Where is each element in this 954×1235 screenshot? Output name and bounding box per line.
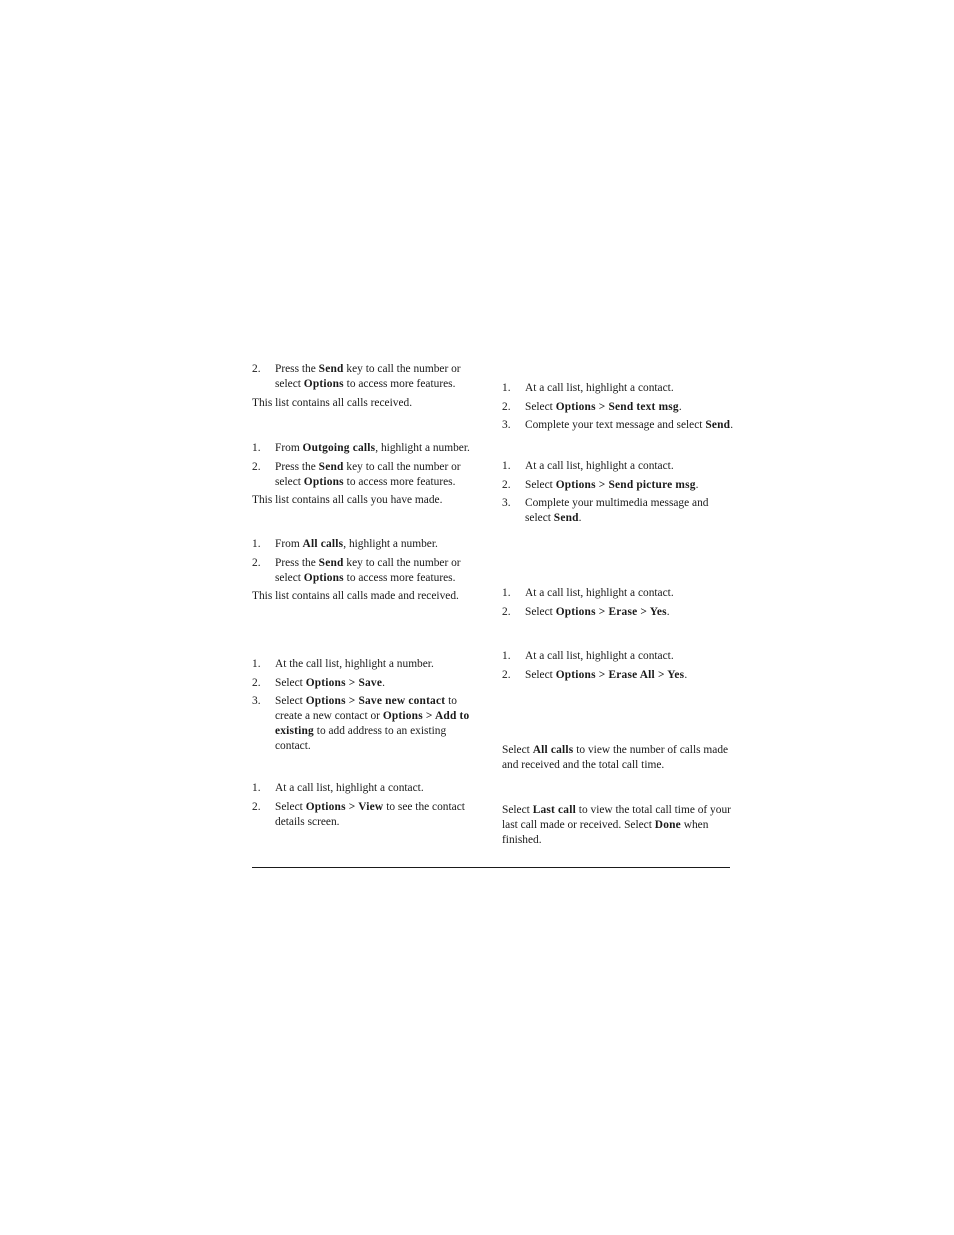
- step-number: 2.: [502, 478, 511, 491]
- step-text: [525, 650, 674, 662]
- list-item: [252, 556, 484, 586]
- step-number: 1.: [502, 587, 511, 599]
- last-call-timer-text: [502, 803, 734, 848]
- text-run: .: [666, 605, 670, 618]
- step-number: 2.: [252, 800, 261, 813]
- text-run: when finished.: [502, 819, 709, 846]
- ui-term: Options > View: [305, 800, 384, 813]
- text-run: key to call the number or select: [275, 556, 461, 584]
- list-item: [252, 460, 484, 490]
- step-number: 2.: [502, 605, 511, 618]
- footer-rule: [252, 867, 730, 868]
- ui-term: Last call: [532, 804, 576, 816]
- text-run: At the call list, highlight a number.: [275, 658, 434, 670]
- list-item: [252, 676, 484, 691]
- list-item: [502, 649, 734, 664]
- text-run: to access more features.: [343, 475, 456, 488]
- step-text: [525, 606, 670, 618]
- step-text: [525, 497, 708, 524]
- ui-term: Options > Erase All > Yes: [555, 668, 685, 681]
- step-number: 1.: [252, 538, 261, 550]
- list-item: [502, 459, 734, 474]
- text-run: .: [382, 676, 385, 689]
- text-run: , highlight a number.: [375, 442, 470, 454]
- steps-send-picture-msg: [502, 459, 734, 530]
- ui-term: Options > Send picture msg: [555, 478, 696, 491]
- ui-term: Options: [303, 571, 344, 584]
- ui-term: Done: [654, 819, 681, 831]
- text-run: Select: [502, 744, 533, 756]
- step-number: 3.: [502, 497, 511, 509]
- step-number: 2.: [252, 676, 261, 689]
- steps-send-text-msg: [502, 381, 734, 437]
- step-text: [525, 419, 733, 431]
- outgoing-calls-description: This list contains all calls you have made.: [252, 494, 443, 506]
- text-run: .: [684, 668, 688, 681]
- step-text: [275, 658, 434, 670]
- text-run: At a call list, highlight a contact.: [275, 782, 424, 794]
- step-number: 1.: [252, 442, 261, 454]
- all-calls-description: This list contains all calls made and received.: [252, 590, 459, 602]
- list-item: [252, 441, 484, 456]
- text-run: At a call list, highlight a contact.: [525, 650, 674, 662]
- ui-term: Send: [553, 512, 579, 524]
- ui-term: Options > Add to existing: [275, 710, 470, 737]
- list-item: [502, 605, 734, 620]
- text-run: At a call list, highlight a contact.: [525, 587, 674, 599]
- step-number: 2.: [502, 400, 511, 413]
- text-run: .: [678, 400, 682, 413]
- step-number: 2.: [502, 668, 511, 681]
- text-run: .: [695, 478, 699, 491]
- text-run: key to call the number or select: [275, 460, 461, 488]
- step-text: [275, 695, 469, 752]
- text-run: At a call list, highlight a contact.: [525, 382, 674, 394]
- text-run: Select: [525, 478, 556, 491]
- steps-outgoing-calls: [252, 441, 484, 493]
- step-number: 1.: [502, 382, 511, 394]
- list-item: [502, 478, 734, 493]
- text-run: Select: [525, 400, 556, 413]
- text-run: Select: [525, 668, 556, 681]
- step-text: [275, 801, 465, 828]
- step-number: 2.: [252, 363, 261, 375]
- step-text: [525, 401, 682, 413]
- list-item: [252, 537, 484, 552]
- step-text: [275, 461, 461, 488]
- step-text: [525, 479, 699, 491]
- list-item: [502, 381, 734, 396]
- text-run: Press the: [275, 556, 319, 569]
- text-run: Press the: [275, 363, 319, 375]
- steps-erase-all: [502, 649, 734, 686]
- list-item: [502, 668, 734, 683]
- steps-view-contact: [252, 781, 484, 833]
- steps-received-calls: [252, 362, 484, 396]
- ui-term: Send: [318, 556, 344, 569]
- step-text: [275, 363, 461, 390]
- text-run: key to call the number or select: [275, 363, 461, 390]
- list-item: [252, 781, 484, 796]
- all-calls-timer-text: [502, 743, 734, 773]
- list-item: [252, 800, 484, 830]
- step-number: 1.: [502, 650, 511, 662]
- text-run: Complete your multimedia message and select: [525, 497, 709, 524]
- text-run: to view the total call time of your last call made or received. Select: [502, 804, 731, 831]
- step-text: [275, 677, 385, 689]
- ui-term: All calls: [302, 538, 344, 550]
- text-run: to view the number of calls made and received and the total call time.: [502, 744, 729, 771]
- text-run: From: [275, 442, 303, 454]
- step-text: [525, 669, 687, 681]
- step-number: 3.: [252, 695, 261, 707]
- text-run: Complete your text message and select: [525, 419, 706, 431]
- list-item: [502, 418, 734, 433]
- text-run: Select: [275, 695, 306, 707]
- step-text: [275, 782, 424, 794]
- ui-term: Outgoing calls: [302, 442, 376, 454]
- list-item: [252, 657, 484, 672]
- text-run: Select: [525, 605, 556, 618]
- ui-term: Send: [318, 460, 344, 473]
- step-number: 2.: [252, 460, 261, 473]
- ui-term: Options: [303, 475, 344, 488]
- step-text: [275, 557, 461, 584]
- step-number: 1.: [252, 782, 261, 794]
- text-run: to add address to an existing contact.: [275, 725, 447, 752]
- ui-term: Options > Erase > Yes: [555, 605, 667, 618]
- text-run: Press the: [275, 460, 319, 473]
- step-text: [275, 538, 438, 550]
- text-run: Select: [275, 800, 306, 813]
- list-item: [252, 694, 484, 754]
- ui-term: Send: [705, 419, 731, 431]
- ui-term: Options > Send text msg: [555, 400, 679, 413]
- step-number: 1.: [252, 658, 261, 670]
- ui-term: Options > Save: [305, 676, 383, 689]
- ui-term: Options > Save new contact: [305, 695, 446, 707]
- text-run: At a call list, highlight a contact.: [525, 460, 674, 472]
- text-run: , highlight a number.: [343, 538, 438, 550]
- text-run: .: [578, 512, 582, 524]
- step-number: 3.: [502, 419, 511, 431]
- step-text: [525, 460, 674, 472]
- text-run: to access more features.: [343, 378, 456, 390]
- steps-erase-entry: [502, 586, 734, 623]
- step-number: 1.: [502, 460, 511, 472]
- list-item: [502, 586, 734, 601]
- text-run: Select: [502, 804, 533, 816]
- text-run: .: [730, 419, 734, 431]
- step-number: 2.: [252, 556, 261, 569]
- text-run: to see the contact details screen.: [275, 800, 465, 828]
- text-run: From: [275, 538, 303, 550]
- step-text: [525, 587, 674, 599]
- step-text: [275, 442, 470, 454]
- list-item: [252, 362, 484, 392]
- ui-term: All calls: [532, 744, 574, 756]
- received-calls-description: This list contains all calls received.: [252, 397, 413, 409]
- text-run: Select: [275, 676, 306, 689]
- step-text: [525, 382, 674, 394]
- text-run: to create a new contact or: [275, 695, 457, 722]
- steps-all-calls: [252, 537, 484, 589]
- text-run: to access more features.: [343, 571, 456, 584]
- list-item: [502, 496, 734, 526]
- list-item: [502, 400, 734, 415]
- ui-term: Options: [303, 378, 344, 390]
- ui-term: Send: [318, 363, 344, 375]
- steps-save-number: [252, 657, 484, 758]
